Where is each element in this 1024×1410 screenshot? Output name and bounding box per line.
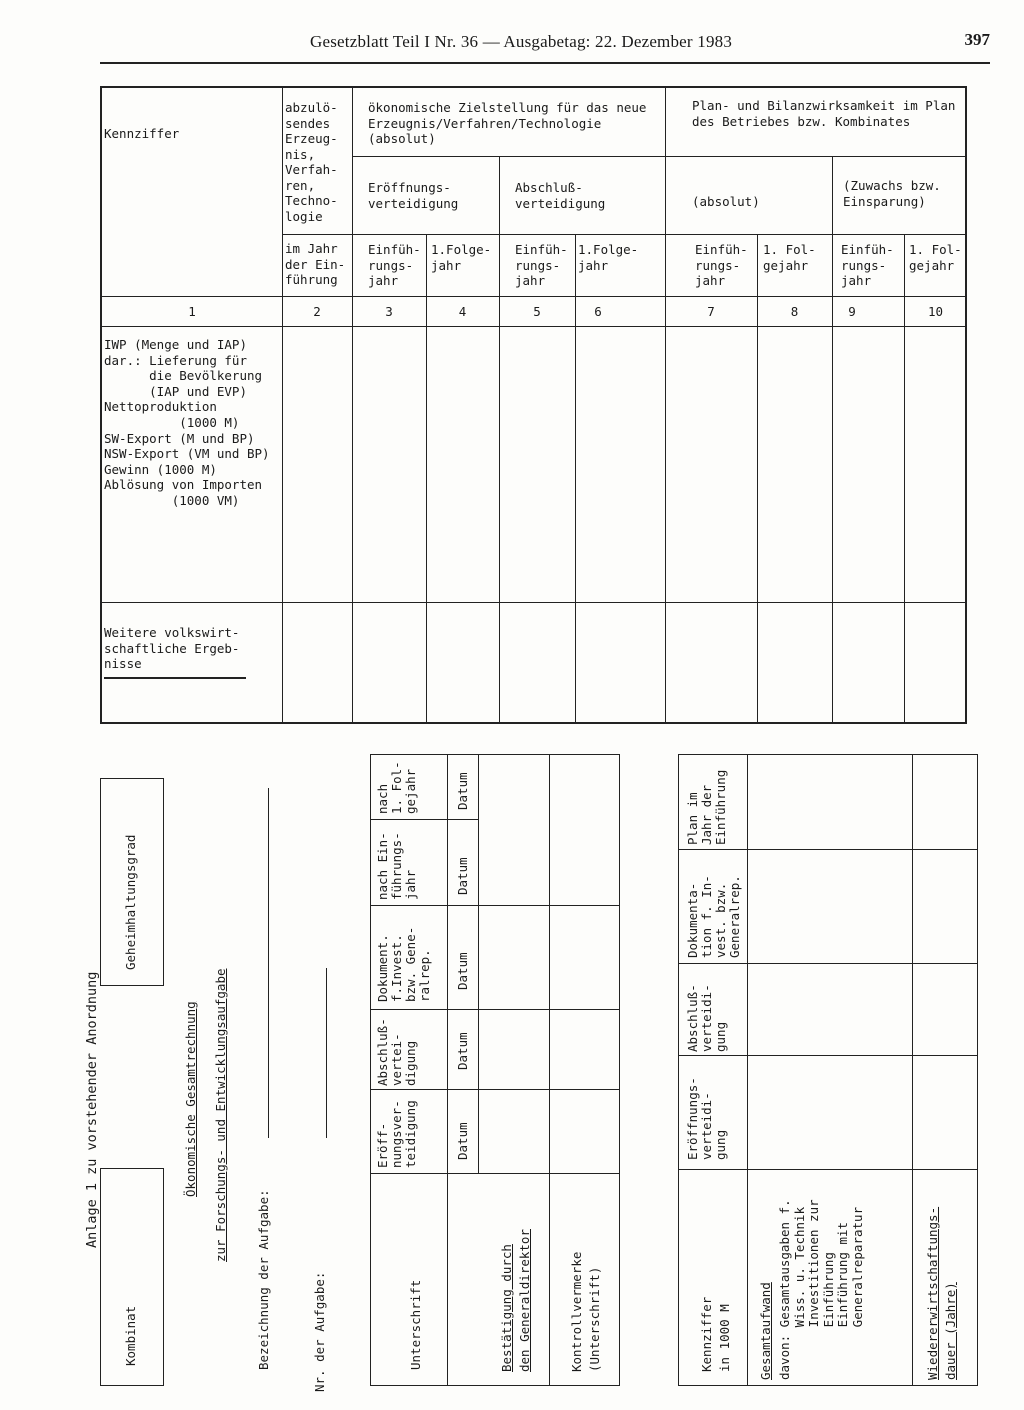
- subhead-einf: Einfüh- rungs- jahr: [368, 242, 421, 288]
- subhead-einf: Einfüh- rungs- jahr: [841, 242, 894, 288]
- bestaetigung-label: Bestätigung durch den Generaldirektor: [499, 1229, 532, 1372]
- divider: [679, 1055, 977, 1056]
- row-labels: IWP (Menge und IAP) dar.: Lieferung für die Bevölkerung (IAP und EVP) Nettoproduktion (1000 M) SW-Export (M und BP) NSW-Export (VM und BP) Gewinn (1000 M) Ablösung von Importen (1000 VM): [104, 337, 270, 508]
- kombinat-label: Kombinat: [123, 1305, 138, 1366]
- col-number: 3: [385, 304, 393, 319]
- sign-head-dokument: Dokument. f.Invest. bzw. Gene- ralrep.: [375, 926, 432, 1002]
- col-head-kennziffer: Kennziffer: [104, 126, 180, 141]
- sign-head-eroeffnung: Eröff- nungsver- teidigung: [375, 1100, 418, 1168]
- col-number: 9: [848, 304, 856, 319]
- group-head-abschluss: Abschluß- verteidigung: [515, 180, 606, 211]
- divider: [282, 234, 967, 235]
- datum-label: Datum: [455, 952, 470, 990]
- divider: [371, 1173, 619, 1174]
- divider: [102, 296, 967, 297]
- divider: [371, 819, 478, 820]
- subhead-folge2: 1. Fol- gejahr: [763, 242, 816, 273]
- col-head-abzuloesend: abzulö- sendes Erzeug- nis, Verfah- ren, Techno- logie: [285, 100, 338, 224]
- unterschrift-label: Unterschrift: [408, 1279, 423, 1370]
- divider: [371, 905, 619, 906]
- divider: [282, 88, 283, 724]
- divider: [352, 88, 353, 724]
- divider: [549, 755, 550, 1385]
- row-further: Weitere volkswirt- schaftliche Ergeb- nisse: [104, 625, 240, 671]
- datum-label: Datum: [455, 857, 470, 895]
- divider: [679, 963, 977, 964]
- divider: [478, 755, 479, 1173]
- kz-head-kennziffer: Kennziffer in 1000 M: [699, 1296, 732, 1372]
- group-head-eroeffnung: Eröffnungs- verteidigung: [368, 180, 459, 211]
- page-number: 397: [964, 30, 990, 49]
- bezeichnung-label: Bezeichnung der Aufgabe:: [256, 1189, 271, 1370]
- kz-head-abschluss: Abschluß- verteidi- gung: [685, 984, 728, 1052]
- group-head-plan: Plan- und Bilanzwirksamkeit im Plan des Betriebes bzw. Kombinates: [692, 98, 956, 129]
- datum-label: Datum: [455, 1122, 470, 1160]
- col-number: 2: [313, 304, 321, 319]
- kz-head-dokumentation: Dokumenta- tion f. In- vest. bzw. Generalrep.: [685, 875, 742, 958]
- sign-head-nach-einf: nach Ein- führungs- jahr: [375, 832, 418, 900]
- divider: [665, 88, 666, 724]
- group-head-zielstellung: ökonomische Zielstellung für das neue Erzeugnis/Verfahren/Technologie (absolut): [368, 100, 647, 146]
- col-number: 4: [458, 304, 467, 319]
- sign-head-nach-folge: nach 1. Fol- gejahr: [375, 761, 418, 814]
- col-number: 8: [790, 304, 799, 319]
- divider: [679, 1169, 977, 1170]
- title-gesamtrechnung: Ökonomische Gesamtrechnung: [183, 1001, 198, 1197]
- divider: [371, 1089, 619, 1090]
- header-rule: [100, 62, 990, 64]
- group-head-zuwachs: (Zuwachs bzw. Einsparung): [843, 178, 941, 209]
- divider: [447, 755, 448, 1385]
- bezeichnung-line: [268, 788, 269, 1138]
- divider: [371, 1009, 619, 1010]
- divider: [352, 156, 967, 157]
- col-number: 7: [707, 304, 715, 319]
- divider: [679, 849, 977, 850]
- gesamtaufwand-label: Gesamtaufwand: [758, 1282, 773, 1380]
- subhead-folge2: 1. Fol- gejahr: [909, 242, 962, 273]
- page-header: [100, 30, 990, 60]
- datum-label: Datum: [455, 772, 470, 810]
- nr-line: [326, 968, 327, 1138]
- col-number: 6: [594, 304, 602, 319]
- sign-head-abschluss: Abschluß- vertei- digung: [375, 1018, 418, 1086]
- group-head-absolut: (absolut): [692, 194, 760, 209]
- col-number: 5: [533, 304, 541, 319]
- nr-label: Nr. der Aufgabe:: [312, 1271, 327, 1392]
- kz-head-eroeffnung: Eröffnungs- verteidi- gung: [685, 1077, 728, 1160]
- geheim-label: Geheimhaltungsgrad: [123, 834, 138, 970]
- kz-head-plan: Plan im Jahr der Einführung: [685, 769, 728, 845]
- header-title: Gesetzblatt Teil I Nr. 36 — Ausgabetag: 22. Dezember 1983: [310, 32, 733, 51]
- underline: [104, 677, 246, 679]
- title-aufgabe: zur Forschungs- und Entwicklungsaufgabe: [213, 968, 228, 1262]
- col-number: 10: [927, 304, 944, 319]
- divider: [499, 156, 500, 724]
- subhead-einf: Einfüh- rungs- jahr: [515, 242, 568, 288]
- divider: [832, 156, 833, 724]
- divider: [102, 326, 967, 327]
- subhead-folge: 1.Folge- jahr: [578, 242, 639, 273]
- wieder-label: Wiedererwirtschaftungs- dauer (Jahre): [925, 1206, 958, 1380]
- datum-label: Datum: [455, 1032, 470, 1070]
- divider: [102, 602, 967, 603]
- col-number: 1: [188, 304, 196, 319]
- economic-table: [100, 86, 967, 724]
- subhead-einf: Einfüh- rungs- jahr: [695, 242, 748, 288]
- kontrolle-label: Kontrollvermerke (Unterschrift): [569, 1251, 602, 1372]
- subhead-folge: 1.Folge- jahr: [431, 242, 492, 273]
- anlage-label: Anlage 1 zu vorstehender Anordnung: [84, 971, 100, 1248]
- davon-label: davon: Gesamtausgaben f. Wiss. u. Technik Investitionen zur Einführung Einführung mit Generalreparatur: [777, 1199, 865, 1380]
- col-subhead-jahr: im Jahr der Ein- führung: [285, 241, 346, 287]
